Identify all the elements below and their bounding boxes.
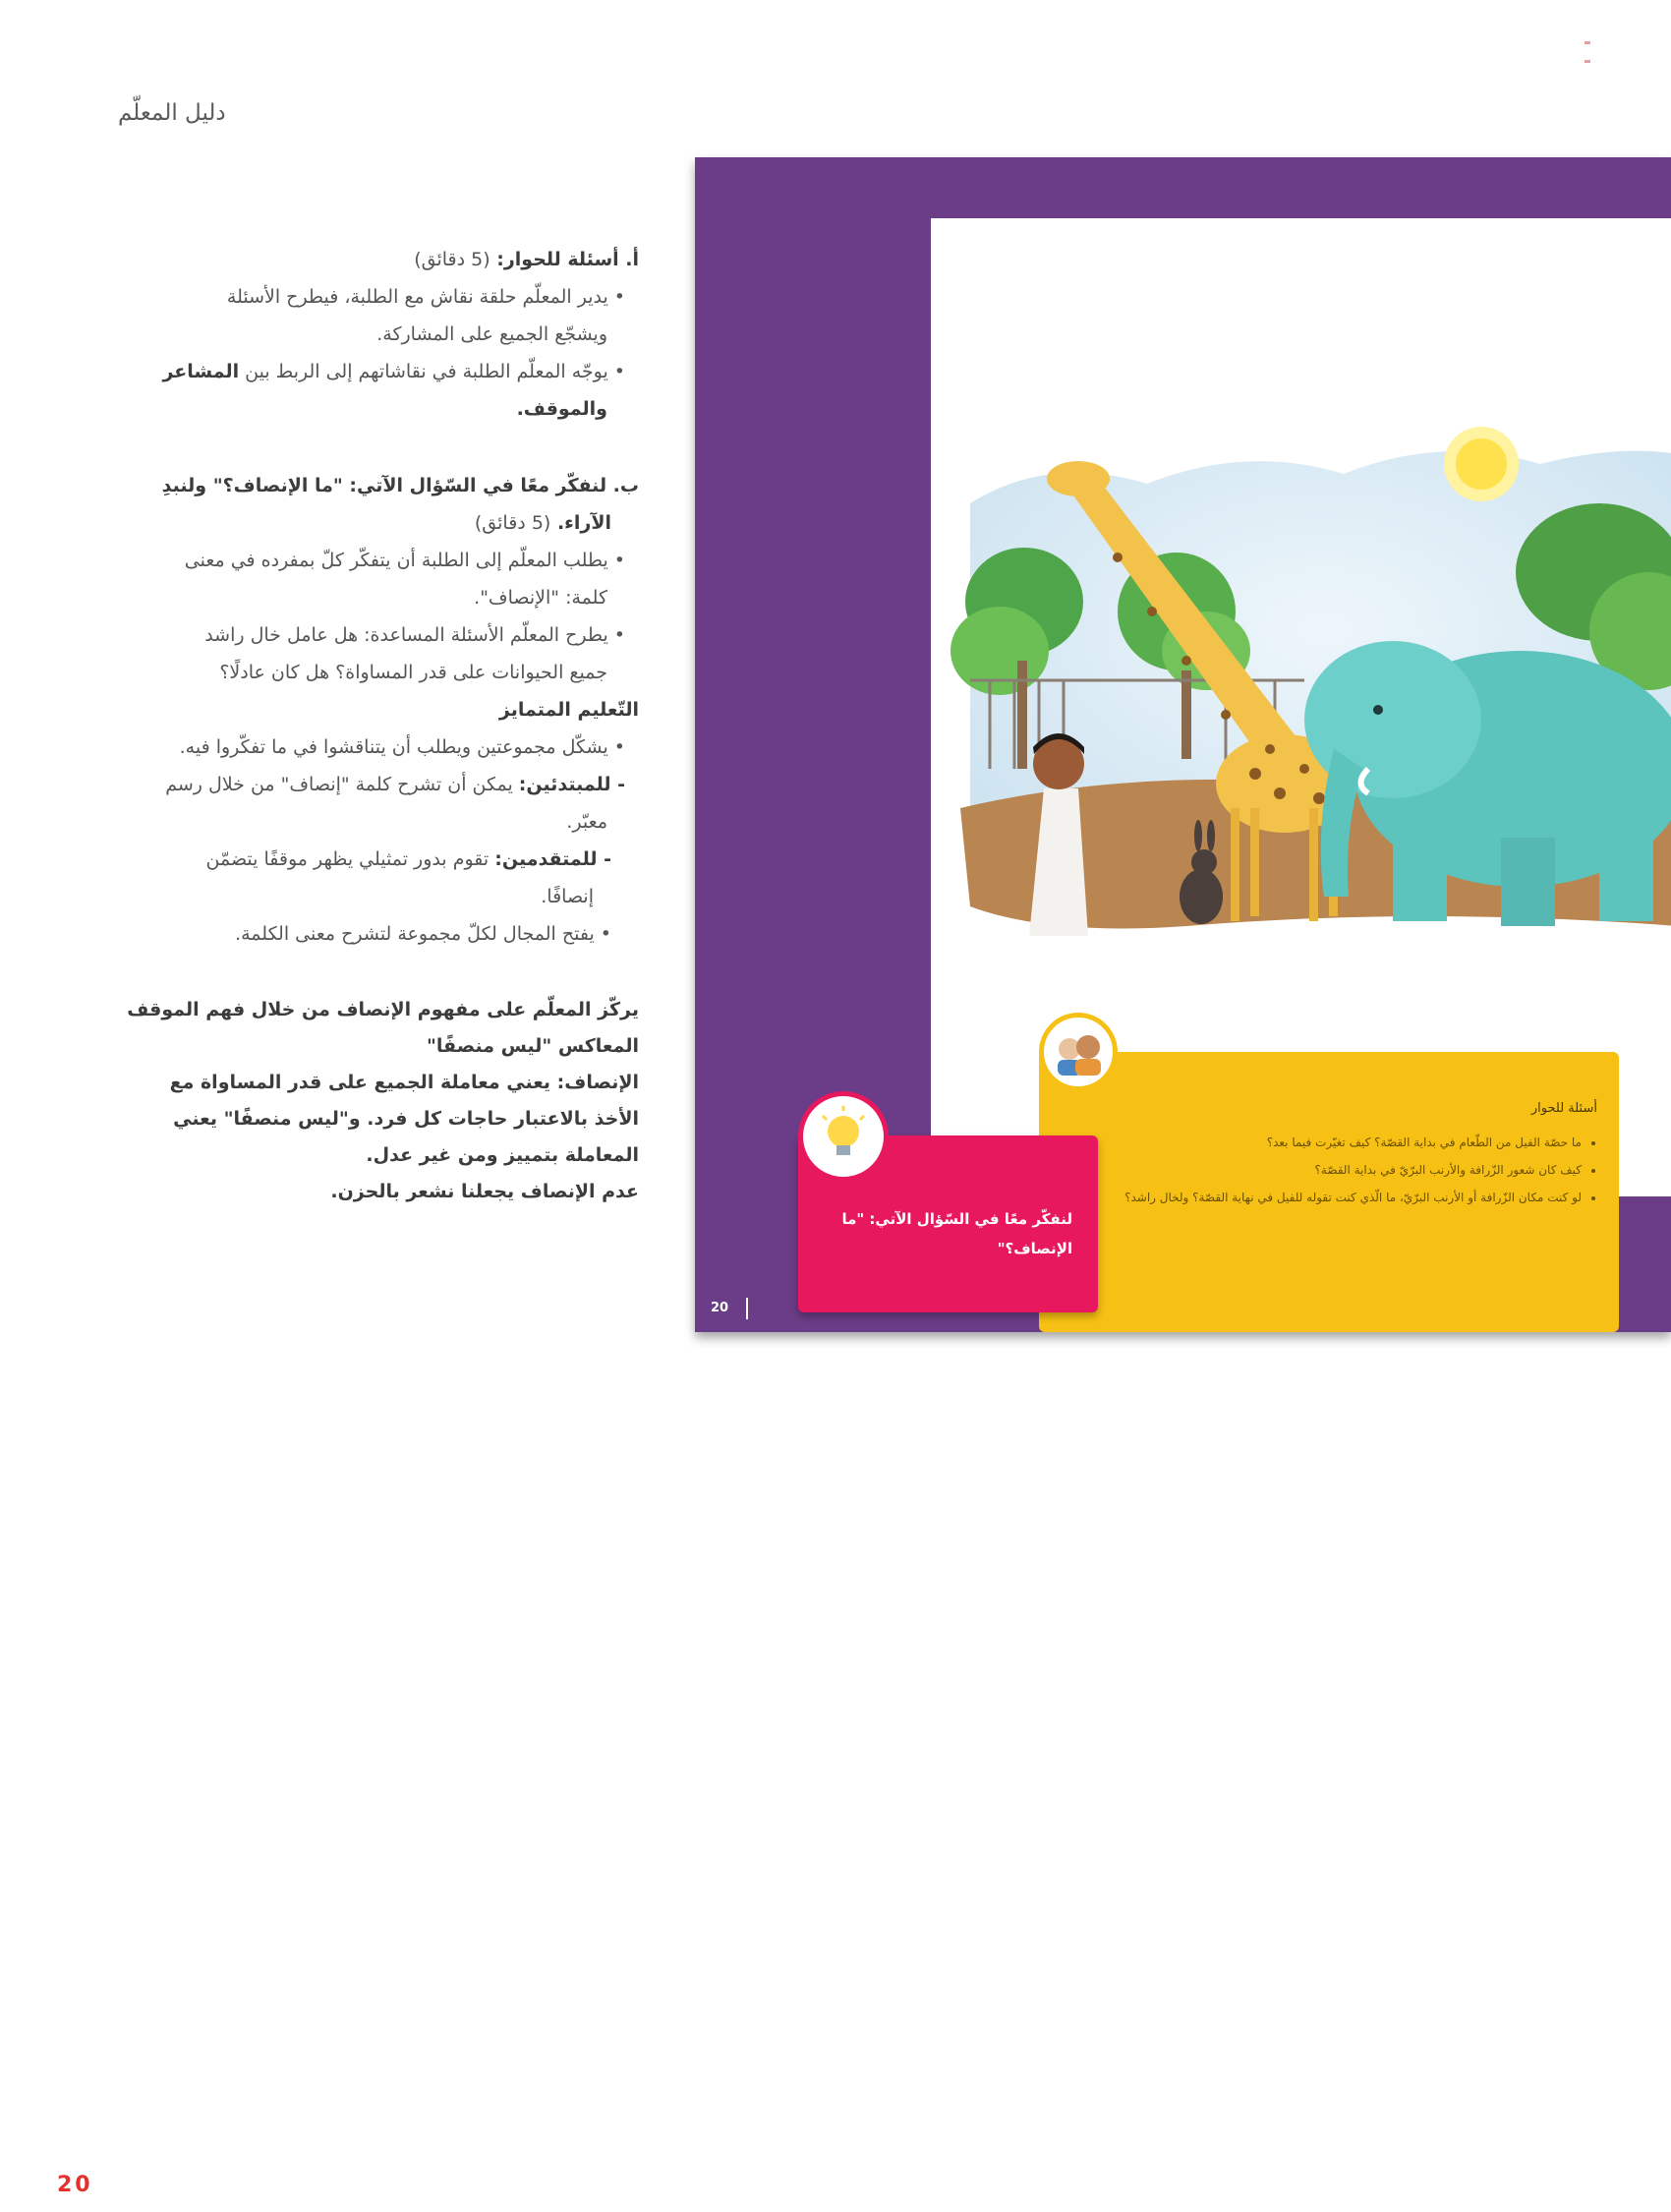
differentiated-title: التّعليم المتمايز [498, 699, 639, 721]
dialogue-question: • كيف كان شعور الزّرافة والأرنب البرّيّ في بداية القصّة؟ [1051, 1156, 1582, 1184]
summary-line-4: الأخذ بالاعتبار حاجات كل فرد. و"ليس منصفًا" يعني [173, 1108, 639, 1130]
section-b-bullet-1-line-1: • يطلب المعلّم إلى الطلبة أن يتفكّر كلّ بمفرده في معنى [184, 550, 625, 571]
section-b-bullet-1 [108, 542, 639, 616]
summary-line-1: يركّز المعلّم على مفهوم الإنصاف من خلال فهم الموقف [127, 999, 639, 1020]
dialogue-question: • ما حصّة الفيل من الطّعام في بداية القصّة؟ كيف تغيّرت فيما بعد؟ [1051, 1129, 1582, 1156]
story-illustration [931, 218, 1671, 1074]
section-a-bullet-2-bold-1: المشاعر [162, 361, 240, 382]
dialogue-title: أسئلة للحوار [1530, 1101, 1597, 1116]
section-a-bullet-2 [108, 353, 639, 428]
section-a-heading [108, 241, 639, 278]
section-a-bullet-1-line-2: ويشجّع الجميع على المشاركة. [376, 323, 607, 345]
beginners-text: يمكن أن تشرح كلمة "إنصاف" من خلال رسم [165, 774, 513, 795]
header-title: دليل المعلّم [118, 100, 226, 126]
people-icon [1039, 1013, 1118, 1091]
page-number: 20 [57, 2173, 93, 2197]
beginners-item [108, 766, 639, 841]
section-a-duration: (5 دقائق) [414, 249, 490, 270]
spacer [108, 953, 639, 992]
summary-line-6: عدم الإنصاف يجعلنا نشعر بالحزن. [330, 1181, 639, 1202]
beginners-text-cont: معبّر. [566, 811, 607, 833]
section-b-heading [108, 467, 639, 504]
section-b-bullet-1-line-2: كلمة: "الإنصاف". [474, 587, 607, 609]
summary-line-5: المعاملة بتمييز ومن غير عدل. [366, 1144, 639, 1166]
corner-mark [1585, 29, 1600, 33]
section-a-label: أ. أسئلة للحوار: [496, 249, 639, 270]
advanced-text: تقوم بدور تمثيلي يظهر موقفًا يتضمّن [205, 848, 490, 870]
dialogue-questions-list [1051, 1129, 1597, 1211]
differentiated-bullet-last: • يفتح المجال لكلّ مجموعة لتشرح معنى الكلمة. [235, 923, 611, 945]
lightbulb-icon [798, 1091, 889, 1182]
textbook-page-number: 20 [711, 1301, 729, 1315]
think-together-text: لنفكّر معًا في السّؤال الآتي: "ما الإنصاف؟" [841, 1210, 1072, 1257]
textbook-page-thumbnail [695, 157, 1671, 1332]
summary-line-3: الإنصاف: يعني معاملة الجميع على قدر المساواة مع [169, 1072, 639, 1093]
section-a-bullet-2-bold-2: والموقف. [516, 398, 607, 420]
differentiated-bullet-1: • يشكّل مجموعتين ويطلب أن يتناقشوا في ما تفكّروا فيه. [179, 736, 625, 758]
spacer [108, 428, 639, 467]
section-b-label-line-2: الآراء. [556, 512, 611, 534]
section-a-bullet-1 [108, 278, 639, 353]
section-b-label-line-1: ب. لنفكّر معًا في السّؤال الآتي: "ما الإنصاف؟" ولنبدِ [161, 475, 639, 496]
page-number-divider [746, 1298, 748, 1319]
summary-line-2: المعاكس "ليس منصفًا" [427, 1035, 639, 1057]
beginners-label: - للمبتدئين: [518, 774, 625, 795]
sun-icon [1444, 427, 1519, 501]
section-a-bullet-2-text: • يوجّه المعلّم الطلبة في نقاشاتهم إلى الربط بين [245, 361, 625, 382]
section-b-bullet-2-line-2: جميع الحيوانات على قدر المساواة؟ هل كان عادلًا؟ [219, 662, 607, 683]
section-b-heading-cont [108, 504, 639, 542]
dialogue-questions-box [1039, 1052, 1619, 1332]
section-a-bullet-1-line-1: • يدير المعلّم حلقة نقاش مع الطلبة، فيطرح الأسئلة [226, 286, 625, 308]
section-b-bullet-2 [108, 616, 639, 691]
advanced-label: - للمتقدمين: [494, 848, 611, 870]
advanced-text-cont: إنصافًا. [541, 886, 594, 907]
section-b-duration: (5 دقائق) [474, 512, 551, 534]
dialogue-question: • لو كنت مكان الزّرافة أو الأرنب البرّيّ، ما الّذي كنت تقوله للفيل في نهاية القصّة؟ ولخال راشد؟ [1051, 1184, 1582, 1211]
teacher-guide-text [108, 241, 639, 1210]
advanced-item [108, 841, 639, 915]
section-b-bullet-2-line-1: • يطرح المعلّم الأسئلة المساعدة: هل عامل خال راشد [204, 624, 625, 646]
